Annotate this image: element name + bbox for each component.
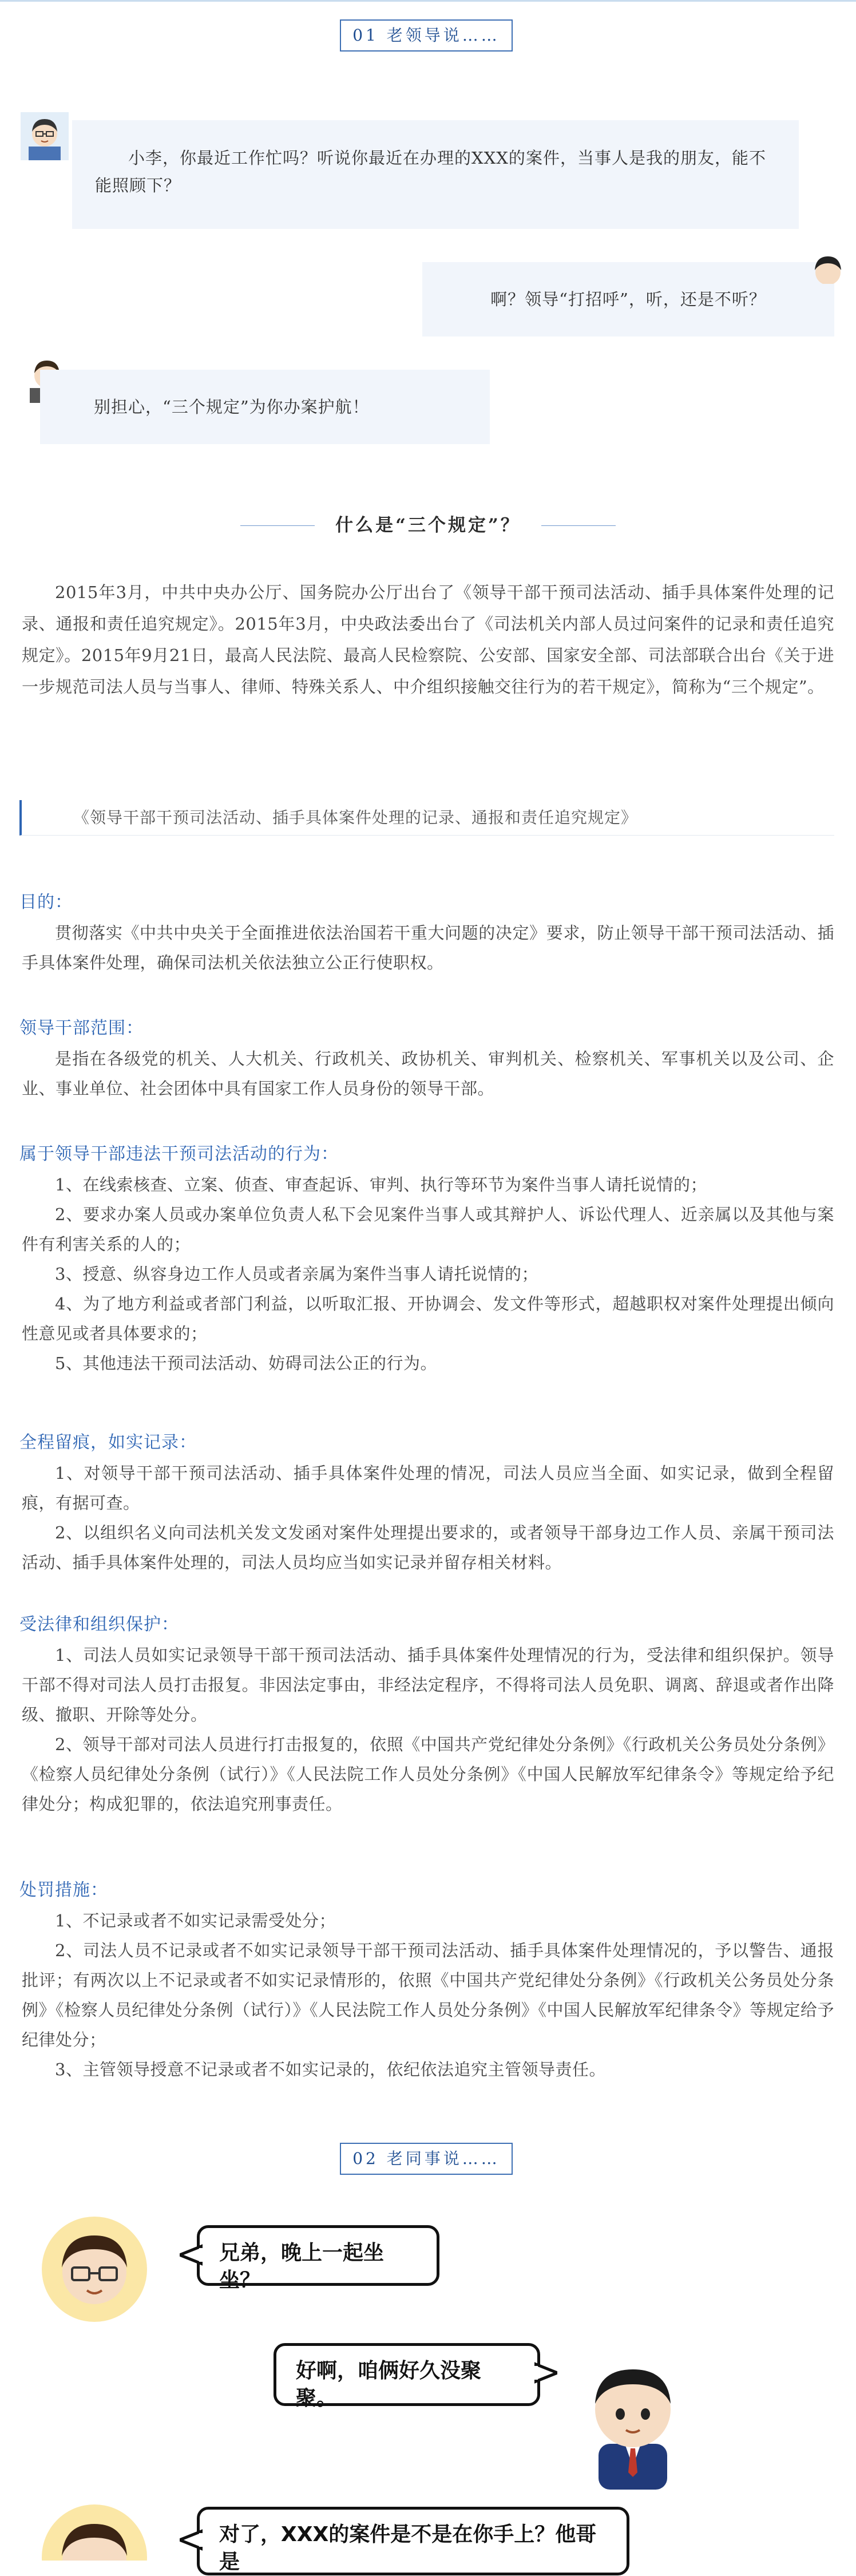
leader-avatar-icon — [21, 112, 69, 160]
section-title-penalties: 处罚措施： — [19, 1880, 108, 1900]
officer-cartoon-icon — [576, 2347, 690, 2490]
regulation-quote: 《领导干部干预司法活动、插手具体案件处理的记录、通报和责任追究规定》 — [19, 800, 834, 836]
three-rules-intro: 2015年3月，中共中央办公厅、国务院办公厅出台了《领导干部干预司法活动、插手具体案件处理的记录、通报和责任追究规定》。2015年3月，中央政法委出台了《司法机关内部人员过问案件的记录和责任追究规定》。2015年9月21日，最高人民法院、最高人民检察院、公安部、国家安全部、司法部联合出台《关于进一步规范司法人员与当事人、律师、特殊关系人、中介组织接触交往行为的若干规定》，简称为“三个规定”。 — [22, 583, 834, 697]
section-title-record: 全程留痕，如实记录： — [19, 1433, 197, 1453]
section-para: 2、以组织名义向司法机关发文发函对案件处理提出要求的，或者领导干部身边工作人员、亲属干预司法活动、插手具体案件处理的，司法人员均应当如实记录并留存相关材料。 — [22, 1523, 834, 1572]
dialogue-bubble-officer: 啊？领导“打招呼”，听，还是不听？ — [422, 262, 834, 337]
dialogue-bubble-reassure: 别担心，“三个规定”为你办案护航！ — [40, 370, 490, 444]
dialogue-bubble-leader: 小李，你最近工作忙吗？听说你最近在办理的XXX的案件，当事人是我的朋友，能不能照顾下？ — [72, 120, 799, 229]
comic-bubble-ask: 对了，XXX的案件是不是在你手上？他哥是 — [197, 2507, 629, 2575]
section-para: 2、领导干部对司法人员进行打击报复的，依照《中国共产党纪律处分条例》《行政机关公务员处分条例》《检察人员纪律处分条例（试行）》《人民法院工作人员处分条例》《中国人民解放军纪律条令》等规定给予纪律处分；构成犯罪的，依法追究刑事责任。 — [22, 1735, 834, 1814]
top-divider-line — [0, 0, 856, 2]
section-title-violations: 属于领导干部违法干预司法活动的行为： — [19, 1144, 339, 1164]
colleague-avatar-icon — [34, 2501, 154, 2561]
officer-avatar-icon — [808, 250, 848, 284]
section-header-01: 01 老领导说…… — [340, 19, 513, 52]
comic-bubble-invite: 兄弟，晚上一起坐坐？ — [197, 2225, 439, 2286]
section-para: 4、为了地方利益或者部门利益，以听取汇报、开协调会、发文件等形式，超越职权对案件处理提出倾向性意见或者具体要求的； — [22, 1294, 834, 1343]
section-para: 贯彻落实《中共中央关于全面推进依法治国若干重大问题的决定》要求，防止领导干部干预司法活动、插手具体案件处理，确保司法机关依法独立公正行使职权。 — [22, 923, 834, 972]
section-title-protection: 受法律和组织保护： — [19, 1615, 179, 1635]
heading-rule-right — [541, 525, 616, 526]
section-para: 1、司法人员如实记录领导干部干预司法活动、插手具体案件处理情况的行为，受法律和组织保护。领导干部不得对司法人员打击报复。非因法定事由，非经法定程序，不得将司法人员免职、调离、辞退或者作出降级、撤职、开除等处分。 — [22, 1645, 834, 1724]
section-para: 1、对领导干部干预司法活动、插手具体案件处理的情况，司法人员应当全面、如实记录，做到全程留痕，有据可查。 — [22, 1463, 834, 1513]
bubble-tail-icon — [180, 2528, 203, 2551]
three-rules-heading-text: 什么是“三个规定”？ — [335, 515, 521, 536]
section-para: 5、其他违法干预司法活动、妨碍司法公正的行为。 — [55, 1354, 437, 1373]
section-para: 2、司法人员不记录或者不如实记录领导干部干预司法活动、插手具体案件处理情况的，予以警告、通报批评；有两次以上不记录或者不如实记录情形的，依照《中国共产党纪律处分条例》《行政机关公务员处分条例》《检察人员纪律处分条例（试行）》《人民法院工作人员处分条例》《中国人民解放军纪律条令》等规定给予纪律处分； — [22, 1941, 834, 2049]
bubble-tail-icon — [534, 2361, 557, 2384]
section-para: 2、要求办案人员或办案单位负责人私下会见案件当事人或其辩护人、诉讼代理人、近亲属以及其他与案件有利害关系的人的； — [22, 1205, 834, 1254]
section-para: 1、在线索核查、立案、侦查、审查起诉、审判、执行等环节为案件当事人请托说情的； — [55, 1175, 707, 1194]
comic-bubble-reply: 好啊，咱俩好久没聚聚。 — [274, 2343, 540, 2406]
section-para: 1、不记录或者不如实记录需受处分； — [55, 1911, 336, 1930]
section-title-scope: 领导干部范围： — [19, 1018, 144, 1038]
bubble-tail-icon — [180, 2243, 203, 2266]
colleague-avatar-icon — [34, 2215, 154, 2324]
three-rules-heading — [240, 508, 616, 543]
section-para: 3、授意、纵容身边工作人员或者亲属为案件当事人请托说情的； — [55, 1264, 538, 1284]
section-para: 是指在各级党的机关、人大机关、行政机关、政协机关、审判机关、检察机关、军事机关以及公司、企业、事业单位、社会团体中具有国家工作人员身份的领导干部。 — [22, 1049, 834, 1098]
section-header-02: 02 老同事说…… — [340, 2143, 513, 2175]
section-title-purpose: 目的： — [19, 892, 73, 912]
section-para: 3、主管领导授意不记录或者不如实记录的，依纪依法追究主管领导责任。 — [55, 2060, 606, 2079]
